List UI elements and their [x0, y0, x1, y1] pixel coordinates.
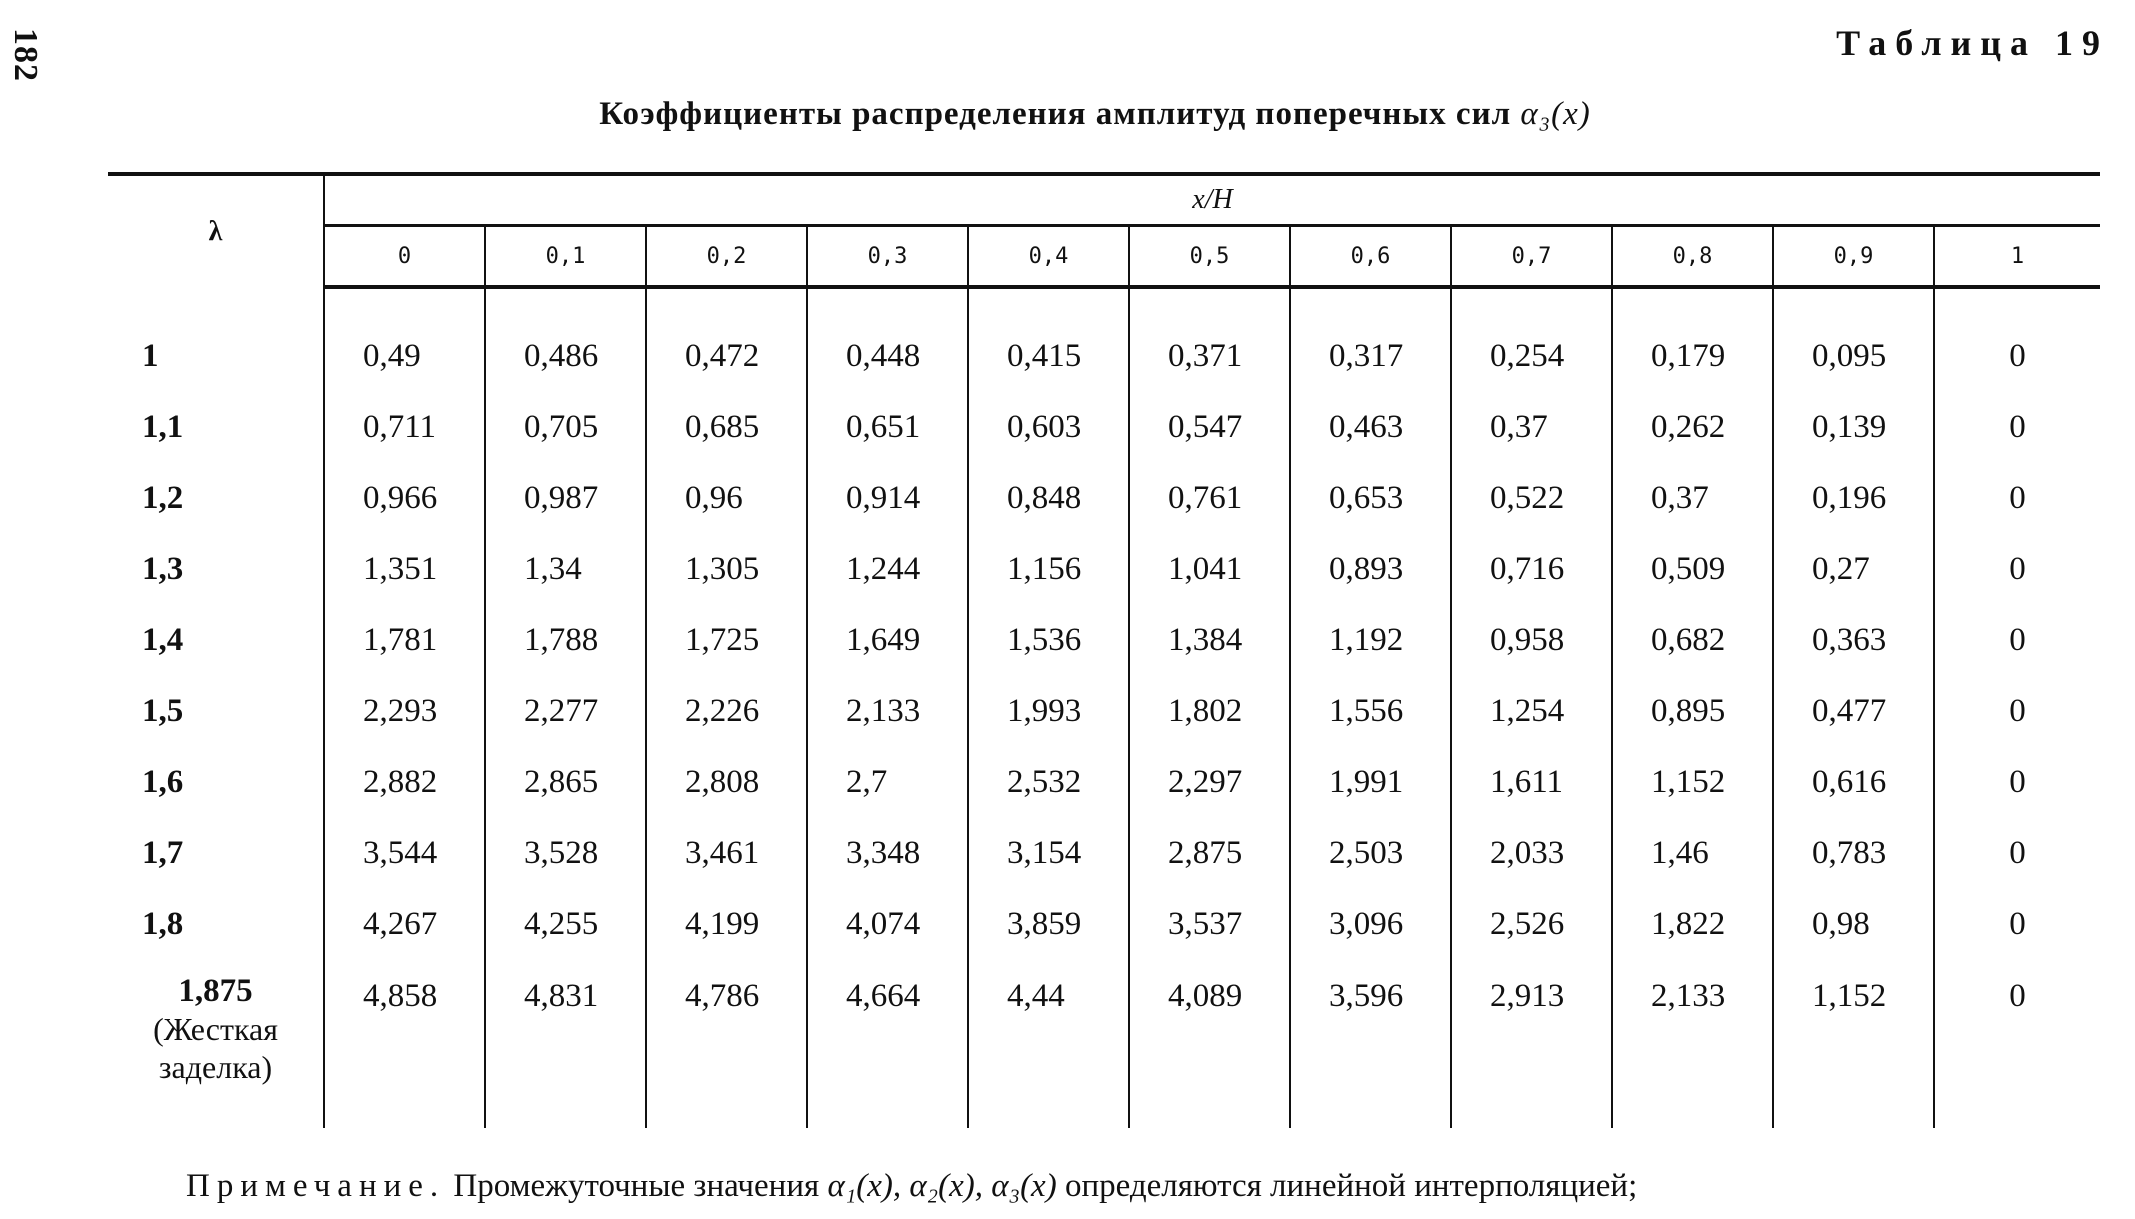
lambda-value: 1,1: [142, 409, 184, 445]
lambda-value: 1,6: [142, 764, 184, 800]
value-cell: 0,49: [324, 321, 485, 392]
table-row: [108, 605, 2100, 676]
lambda-value: 1,2: [142, 480, 184, 516]
value-cell: 2,226: [646, 676, 807, 747]
value-cell: 2,133: [1612, 960, 1773, 1128]
lambda-cell: [108, 605, 324, 676]
value-cell: 4,267: [324, 889, 485, 960]
column-header: 0,2: [646, 226, 807, 288]
table-row: [108, 747, 2100, 818]
value-cell: 2,7: [807, 747, 968, 818]
lambda-note: (Жесткая заделка): [153, 1011, 278, 1085]
lambda-value: 1,875: [178, 973, 253, 1009]
lambda-value: 1: [142, 338, 159, 374]
table-title-text: Коэффициенты распределения амплитуд поперечных сил: [599, 96, 1512, 132]
value-cell: 1,649: [807, 605, 968, 676]
value-cell: 0,472: [646, 321, 807, 392]
value-cell: 0,262: [1612, 392, 1773, 463]
value-cell: 1,802: [1129, 676, 1290, 747]
value-cell: 3,154: [968, 818, 1129, 889]
value-cell: 2,503: [1290, 818, 1451, 889]
value-cell: 3,096: [1290, 889, 1451, 960]
value-cell: 0,603: [968, 392, 1129, 463]
table-row: [108, 321, 2100, 392]
value-cell: 0,987: [485, 463, 646, 534]
value-cell: 0: [1934, 747, 2100, 818]
value-cell: 0,682: [1612, 605, 1773, 676]
value-cell: 0: [1934, 676, 2100, 747]
value-cell: 2,033: [1451, 818, 1612, 889]
value-cell: 1,305: [646, 534, 807, 605]
table-body: [108, 287, 2100, 1128]
value-cell: 0,848: [968, 463, 1129, 534]
lambda-value: 1,7: [142, 835, 184, 871]
value-cell: 0,96: [646, 463, 807, 534]
table-label: Таблица 19: [1836, 23, 2109, 63]
value-cell: 1,34: [485, 534, 646, 605]
value-cell: 2,526: [1451, 889, 1612, 960]
value-cell: 0: [1934, 321, 2100, 392]
value-cell: 1,152: [1773, 960, 1934, 1128]
lambda-cell: [108, 463, 324, 534]
column-header-row: [108, 226, 2100, 288]
xh-header: x/H: [324, 174, 2100, 226]
value-cell: 0,139: [1773, 392, 1934, 463]
table-title-symbol: α₃(x): [1520, 96, 1591, 132]
value-cell: 2,808: [646, 747, 807, 818]
value-cell: 4,199: [646, 889, 807, 960]
value-cell: 0: [1934, 889, 2100, 960]
value-cell: 3,461: [646, 818, 807, 889]
value-cell: 1,556: [1290, 676, 1451, 747]
value-cell: 4,089: [1129, 960, 1290, 1128]
value-cell: 0,547: [1129, 392, 1290, 463]
value-cell: 0,716: [1451, 534, 1612, 605]
value-cell: 2,865: [485, 747, 646, 818]
value-cell: 0,371: [1129, 321, 1290, 392]
value-cell: 1,822: [1612, 889, 1773, 960]
value-cell: 0,98: [1773, 889, 1934, 960]
value-cell: 0,095: [1773, 321, 1934, 392]
column-header: 0,5: [1129, 226, 1290, 288]
value-cell: 1,041: [1129, 534, 1290, 605]
value-cell: 4,074: [807, 889, 968, 960]
table-row: [108, 463, 2100, 534]
value-cell: 0,254: [1451, 321, 1612, 392]
table-row: [108, 392, 2100, 463]
value-cell: 0: [1934, 534, 2100, 605]
value-cell: 1,993: [968, 676, 1129, 747]
value-cell: 0,448: [807, 321, 968, 392]
table-row: [108, 960, 2100, 1128]
lambda-value: 1,5: [142, 693, 184, 729]
value-cell: 0: [1934, 392, 2100, 463]
value-cell: 0,463: [1290, 392, 1451, 463]
table-row: [108, 676, 2100, 747]
value-cell: 0,317: [1290, 321, 1451, 392]
value-cell: 0: [1934, 605, 2100, 676]
value-cell: 1,152: [1612, 747, 1773, 818]
value-cell: 1,788: [485, 605, 646, 676]
value-cell: 0,415: [968, 321, 1129, 392]
value-cell: 0,27: [1773, 534, 1934, 605]
value-cell: 1,781: [324, 605, 485, 676]
column-header: 0,8: [1612, 226, 1773, 288]
lambda-value: 1,8: [142, 906, 184, 942]
lambda-cell: [108, 747, 324, 818]
table-row: [108, 534, 2100, 605]
page-number: 182: [7, 28, 44, 82]
lambda-cell: [108, 818, 324, 889]
value-cell: 0,37: [1451, 392, 1612, 463]
column-header: 0,1: [485, 226, 646, 288]
value-cell: 2,133: [807, 676, 968, 747]
value-cell: 3,348: [807, 818, 968, 889]
value-cell: 0,958: [1451, 605, 1612, 676]
value-cell: 0,363: [1773, 605, 1934, 676]
value-cell: 4,858: [324, 960, 485, 1128]
value-cell: 1,725: [646, 605, 807, 676]
value-cell: 0,477: [1773, 676, 1934, 747]
lambda-cell: [108, 960, 324, 1128]
value-cell: 0,914: [807, 463, 968, 534]
value-cell: 0,783: [1773, 818, 1934, 889]
value-cell: 4,831: [485, 960, 646, 1128]
footnote-tail: определяются линейной интерполяцией;: [1064, 1168, 1638, 1204]
value-cell: 0,522: [1451, 463, 1612, 534]
value-cell: 0,705: [485, 392, 646, 463]
value-cell: 3,537: [1129, 889, 1290, 960]
value-cell: 2,875: [1129, 818, 1290, 889]
footnote-symbols: α₁(x), α₂(x), α₃(x): [827, 1168, 1057, 1204]
value-cell: 0,179: [1612, 321, 1773, 392]
column-header: 0,9: [1773, 226, 1934, 288]
value-cell: 2,293: [324, 676, 485, 747]
value-cell: 3,596: [1290, 960, 1451, 1128]
lambda-cell: [108, 534, 324, 605]
value-cell: 0,651: [807, 392, 968, 463]
column-header: 1: [1934, 226, 2100, 288]
column-header: 0: [324, 226, 485, 288]
value-cell: 3,859: [968, 889, 1129, 960]
value-cell: 0,895: [1612, 676, 1773, 747]
value-cell: 4,44: [968, 960, 1129, 1128]
lambda-cell: [108, 321, 324, 392]
value-cell: 1,244: [807, 534, 968, 605]
value-cell: 0: [1934, 818, 2100, 889]
value-cell: 2,882: [324, 747, 485, 818]
footnote-lead: Примечание.: [186, 1168, 446, 1204]
value-cell: 0: [1934, 960, 2100, 1128]
value-cell: 1,384: [1129, 605, 1290, 676]
value-cell: 0,711: [324, 392, 485, 463]
value-cell: 1,254: [1451, 676, 1612, 747]
value-cell: 0,761: [1129, 463, 1290, 534]
table-title: [0, 96, 2135, 133]
lambda-cell: [108, 676, 324, 747]
table-row: [108, 889, 2100, 960]
value-cell: 0,486: [485, 321, 646, 392]
value-cell: 0,685: [646, 392, 807, 463]
value-cell: 2,277: [485, 676, 646, 747]
value-cell: 0,653: [1290, 463, 1451, 534]
lambda-value: 1,3: [142, 551, 184, 587]
lambda-value: 1,4: [142, 622, 184, 658]
lambda-header: λ: [108, 174, 324, 287]
lambda-cell: [108, 889, 324, 960]
value-cell: 1,46: [1612, 818, 1773, 889]
value-cell: 1,156: [968, 534, 1129, 605]
lambda-cell: [108, 392, 324, 463]
value-cell: 0,893: [1290, 534, 1451, 605]
value-cell: 2,532: [968, 747, 1129, 818]
value-cell: 0: [1934, 463, 2100, 534]
value-cell: 1,192: [1290, 605, 1451, 676]
value-cell: 3,544: [324, 818, 485, 889]
column-header: 0,3: [807, 226, 968, 288]
value-cell: 0,966: [324, 463, 485, 534]
value-cell: 2,297: [1129, 747, 1290, 818]
value-cell: 0,509: [1612, 534, 1773, 605]
footnote: [186, 1168, 1637, 1205]
value-cell: 1,351: [324, 534, 485, 605]
value-cell: 1,991: [1290, 747, 1451, 818]
value-cell: 4,255: [485, 889, 646, 960]
footnote-text: Промежуточные значения: [453, 1168, 820, 1204]
value-cell: 3,528: [485, 818, 646, 889]
value-cell: 0,196: [1773, 463, 1934, 534]
column-header: 0,7: [1451, 226, 1612, 288]
value-cell: 2,913: [1451, 960, 1612, 1128]
value-cell: 0,616: [1773, 747, 1934, 818]
value-cell: 1,611: [1451, 747, 1612, 818]
column-header: 0,6: [1290, 226, 1451, 288]
value-cell: 1,536: [968, 605, 1129, 676]
table-row: [108, 818, 2100, 889]
value-cell: 4,664: [807, 960, 968, 1128]
value-cell: 0,37: [1612, 463, 1773, 534]
value-cell: 4,786: [646, 960, 807, 1128]
column-header: 0,4: [968, 226, 1129, 288]
coefficients-table: [108, 172, 2100, 1128]
